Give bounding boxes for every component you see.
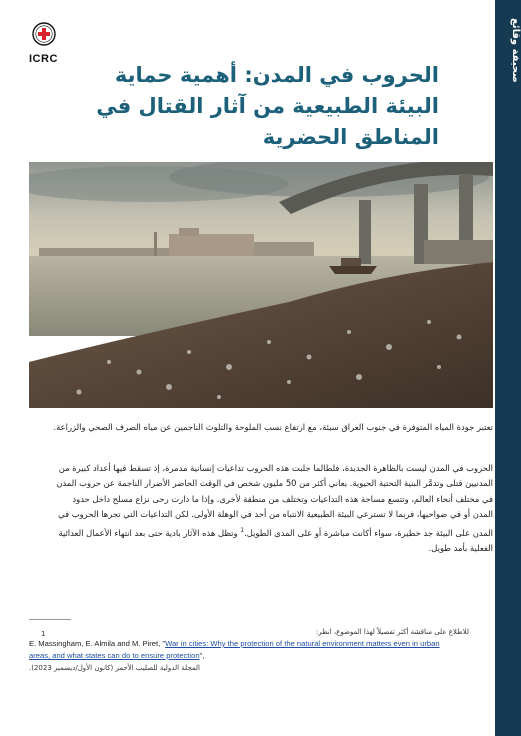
footnote-intro: للاطلاع على مناقشة أكثر تفصيلاً لهذا الموضوع، انظر: <box>315 628 469 636</box>
footnote-number: 1 <box>41 630 46 638</box>
footnote-after-link: ", <box>199 651 205 660</box>
footnote-citation <box>29 638 469 662</box>
logo-text: ICRC <box>29 53 58 65</box>
footnote-authors: E. Massingham, E. Almila and M. Piret, " <box>29 639 166 648</box>
body-paragraph-end: وتظل هذه الآثار بادية حتى بعد انتهاء الأعمال العدائية الفعلية بأمد طويل. <box>58 527 493 553</box>
body-paragraph-text: الحروب في المدن ليست بالظاهرة الجديدة، فلطالما جلبت هذه الحروب تداعيات إنسانية مدمرة، إذ تسقط فيها أعداد كبيرة من المدنيين قتلى وتدمَّر البنية التحتية الحيوية. يعاني أكثر من 50 مليون شخص في الوقت الحاضر الأضرار الناجمة عن حروب المدن في مختلف أنحاء العالم، وتتسع مساحة هذه التداعيات وتختلف من منطقة لأخرى. وإذا ما دارت رحى نزاع مسلح داخل حدود المدن أو في ضواحيها، فربما لا تسترعي البيئة الطبيعية الانتباه من أحد في الوهلة الأولى. لكن التداعيات التي تجرها الحروب في المدن على البيئة جد خطيرة، سواء أكانت مباشرة أو على المدى الطويل. <box>56 463 493 538</box>
footnote-source: المجلة الدولية للصليب الأحمر (كانون الأول/ديسمبر 2023). <box>29 664 200 672</box>
footnote-reference[interactable]: 1 <box>240 526 245 534</box>
icrc-logo <box>29 22 59 65</box>
body-paragraph <box>53 461 493 556</box>
page-title: الحروب في المدن: أهمية حماية البيئة الطبيعية من آثار القتال في المناطق الحضرية <box>96 63 439 149</box>
river-bridge-photo <box>29 162 493 408</box>
side-label: صحيفة وقائع <box>510 18 521 83</box>
footnote-link-subtitle[interactable]: areas, and what states can do to ensure protection <box>29 651 200 660</box>
footnote <box>29 626 469 674</box>
cover-photo <box>29 162 493 408</box>
side-band <box>495 0 521 736</box>
photo-caption: تعتبر جودة المياه المتوفرة في جنوب العراق سيئة، مع ارتفاع نسب الملوحة والتلوث الناجمين عن مياه الصرف الصحي والزراعة. <box>53 422 493 432</box>
red-cross-emblem-icon <box>32 22 56 46</box>
footnote-divider <box>29 619 71 620</box>
footnote-link-title[interactable]: War in cities: Why the protection of the natural environment matters even in urban <box>165 639 440 648</box>
